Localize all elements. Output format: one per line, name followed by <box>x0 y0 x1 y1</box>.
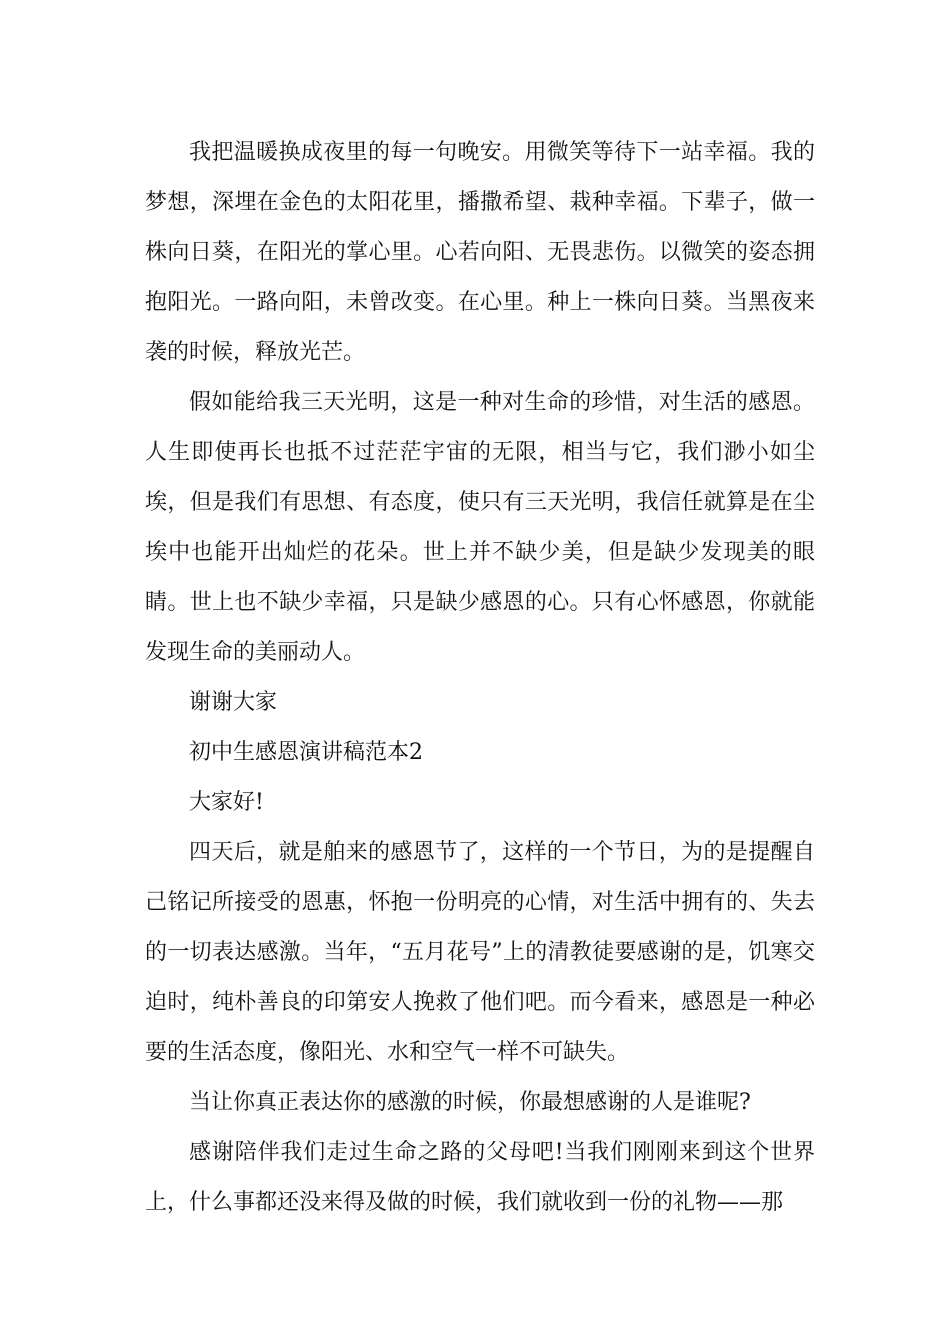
paragraph-three-days-light: 假如能给我三天光明，这是一种对生命的珍惜，对生活的感恩。人生即使再长也抵不过茫茫宇宙的无限，相当与它，我们渺小如尘埃，但是我们有思想、有态度，使只有三天光明，我信任就算是在尘埃中也能开出灿烂的花朵。世上并不缺少美，但是缺少发现美的眼睛。世上也不缺少幸福，只是缺少感恩的心。只有心怀感恩，你就能发现生命的美丽动人。 <box>145 390 815 665</box>
paragraph-thanksgiving: 四天后，就是舶来的感恩节了，这样的一个节日，为的是提醒自己铭记所接受的恩惠，怀抱一份明亮的心情，对生活中拥有的、失去的一切表达感激。当年，“五月花号”上的清教徒要感谢的是，饥寒交迫时，纯朴善良的印第安人挽救了他们吧。而今看来，感恩是一种必要的生活态度，像阳光、水和空气一样不可缺失。 <box>145 840 815 1065</box>
greeting: 大家好! <box>189 790 264 815</box>
speech-title: 初中生感恩演讲稿范本2 <box>189 740 423 765</box>
document-body <box>145 128 815 1228</box>
paragraph-question: 当让你真正表达你的感激的时候，你最想感谢的人是谁呢? <box>189 1090 751 1115</box>
closing-thanks: 谢谢大家 <box>189 690 278 715</box>
paragraph-sunflower: 我把温暖换成夜里的每一句晚安。用微笑等待下一站幸福。我的梦想，深埋在金色的太阳花里，播撒希望、栽种幸福。下辈子，做一株向日葵，在阳光的掌心里。心若向阳、无畏悲伤。以微笑的姿态拥抱阳光。一路向阳，未曾改变。在心里。种上一株向日葵。当黑夜来袭的时候，释放光芒。 <box>145 140 815 365</box>
paragraph-parents: 感谢陪伴我们走过生命之路的父母吧!当我们刚刚来到这个世界上，什么事都还没来得及做的时候，我们就收到一份的礼物——那 <box>145 1140 815 1215</box>
